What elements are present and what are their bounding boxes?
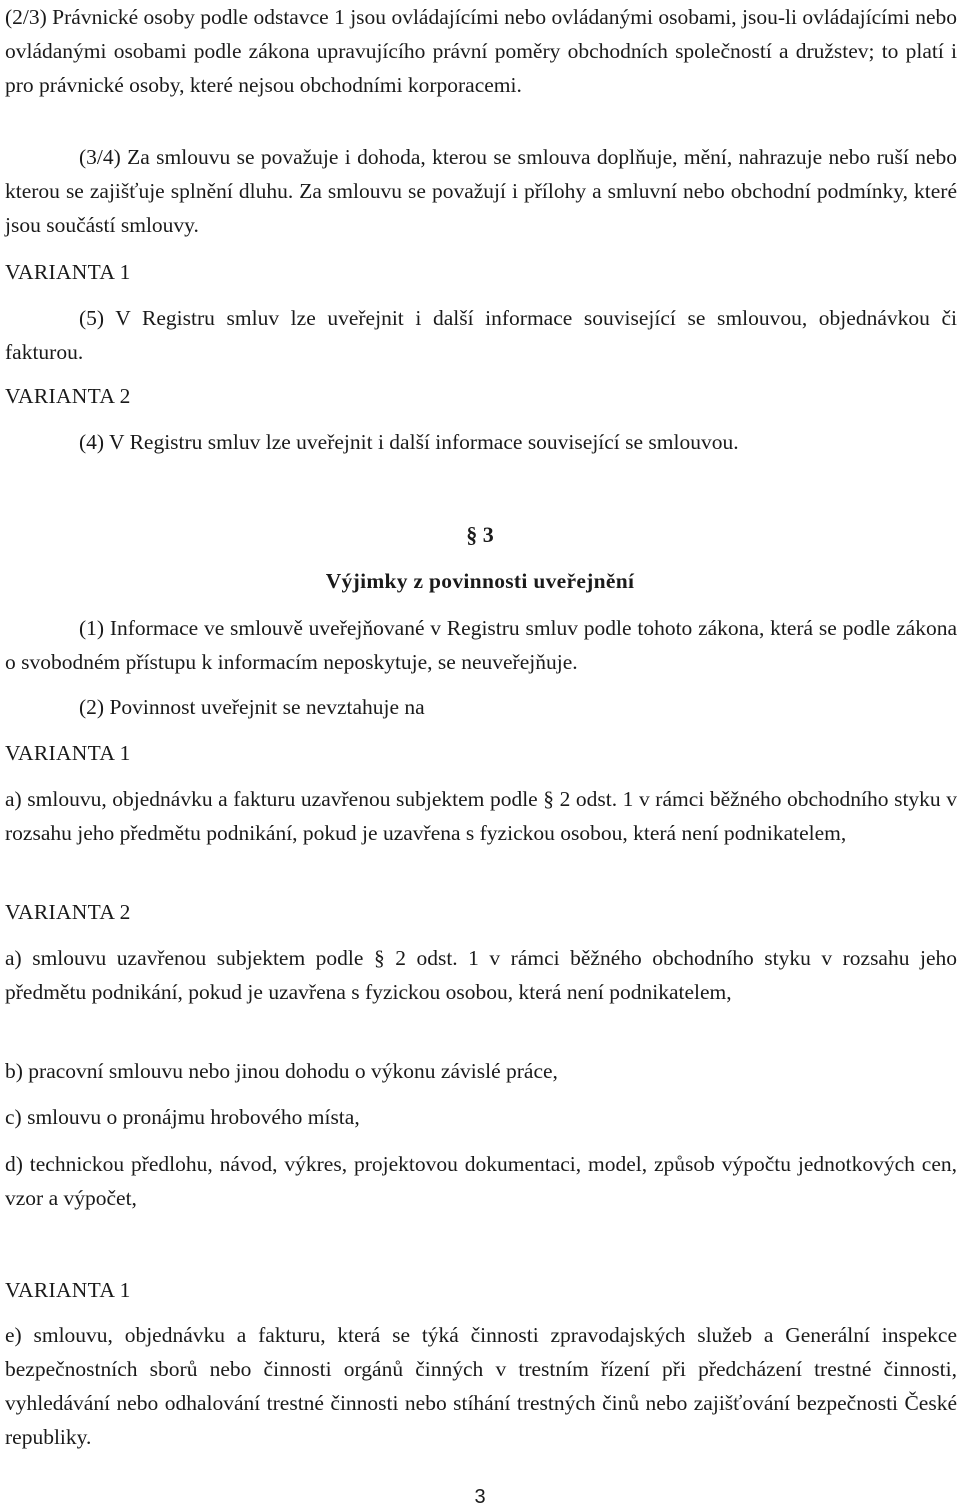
page-number: 3 — [474, 1486, 486, 1508]
variant-label: VARIANTA 1 — [5, 260, 131, 284]
paragraph-3-4: (3/4) Za smlouvu se považuje i dohoda, kterou se smlouva doplňuje, mění, nahrazuje nebo ruší nebo kterou se zajišťuje splnění dluhu. Za smlouvu se považují i přílohy a smluvní nebo obchodní podmínky, které jsou součástí smlouvy. — [5, 145, 957, 237]
variant-label: VARIANTA 2 — [5, 384, 131, 408]
list-item-a-variant-2: a) smlouvu uzavřenou subjektem podle § 2 odst. 1 v rámci běžného obchodního styku v rozsahu jeho předmětu podnikání, pokud je uzavřena s fyzickou osobou, která není podnikatelem, — [5, 946, 957, 1004]
paragraph-2-3: (2/3) Právnické osoby podle odstavce 1 jsou ovládajícími nebo ovládanými osobami, jsou-li ovládajícími nebo ovládanými osobami podle zákona upravujícího právní poměry obchodních společností a družstev; to platí i pro právnické osoby, které nejsou obchodními korporacemi. — [5, 5, 957, 97]
section-paragraph-2: (2) Povinnost uveřejnit se nevztahuje na — [79, 695, 425, 719]
section-paragraph-1: (1) Informace ve smlouvě uveřejňované v Registru smluv podle tohoto zákona, která se podle zákona o svobodném přístupu k informacím neposkytuje, se neuveřejňuje. — [5, 616, 957, 674]
section-mark: § 3 — [466, 522, 494, 547]
paragraph-4: (4) V Registru smluv lze uveřejnit i další informace související se smlouvou. — [79, 430, 739, 454]
list-item-c: c) smlouvu o pronájmu hrobového místa, — [5, 1105, 360, 1129]
list-item-b: b) pracovní smlouvu nebo jinou dohodu o výkonu závislé práce, — [5, 1059, 558, 1083]
list-item-a-variant-1: a) smlouvu, objednávku a fakturu uzavřenou subjektem podle § 2 odst. 1 v rámci běžného obchodního styku v rozsahu jeho předmětu podnikání, pokud je uzavřena s fyzickou osobou, která není podnikatelem, — [5, 787, 957, 845]
paragraph-5: (5) V Registru smluv lze uveřejnit i další informace související se smlouvou, objednávkou či fakturou. — [5, 306, 957, 364]
list-item-d: d) technickou předlohu, návod, výkres, projektovou dokumentaci, model, způsob výpočtu jednotkových cen, vzor a výpočet, — [5, 1152, 957, 1210]
variant-label: VARIANTA 1 — [5, 1278, 131, 1302]
variant-label: VARIANTA 1 — [5, 741, 131, 765]
variant-label: VARIANTA 2 — [5, 900, 131, 924]
list-item-e: e) smlouvu, objednávku a fakturu, která se týká činnosti zpravodajských služeb a Generální inspekce bezpečnostních sborů nebo činnosti orgánů činných v trestním řízení při předcházení trestné činnosti, vyhledávání nebo odhalování trestné činnosti nebo stíhání trestných činů nebo zajišťování bezpečnosti České republiky. — [5, 1323, 957, 1449]
section-title: Výjimky z povinnosti uveřejnění — [325, 569, 635, 593]
